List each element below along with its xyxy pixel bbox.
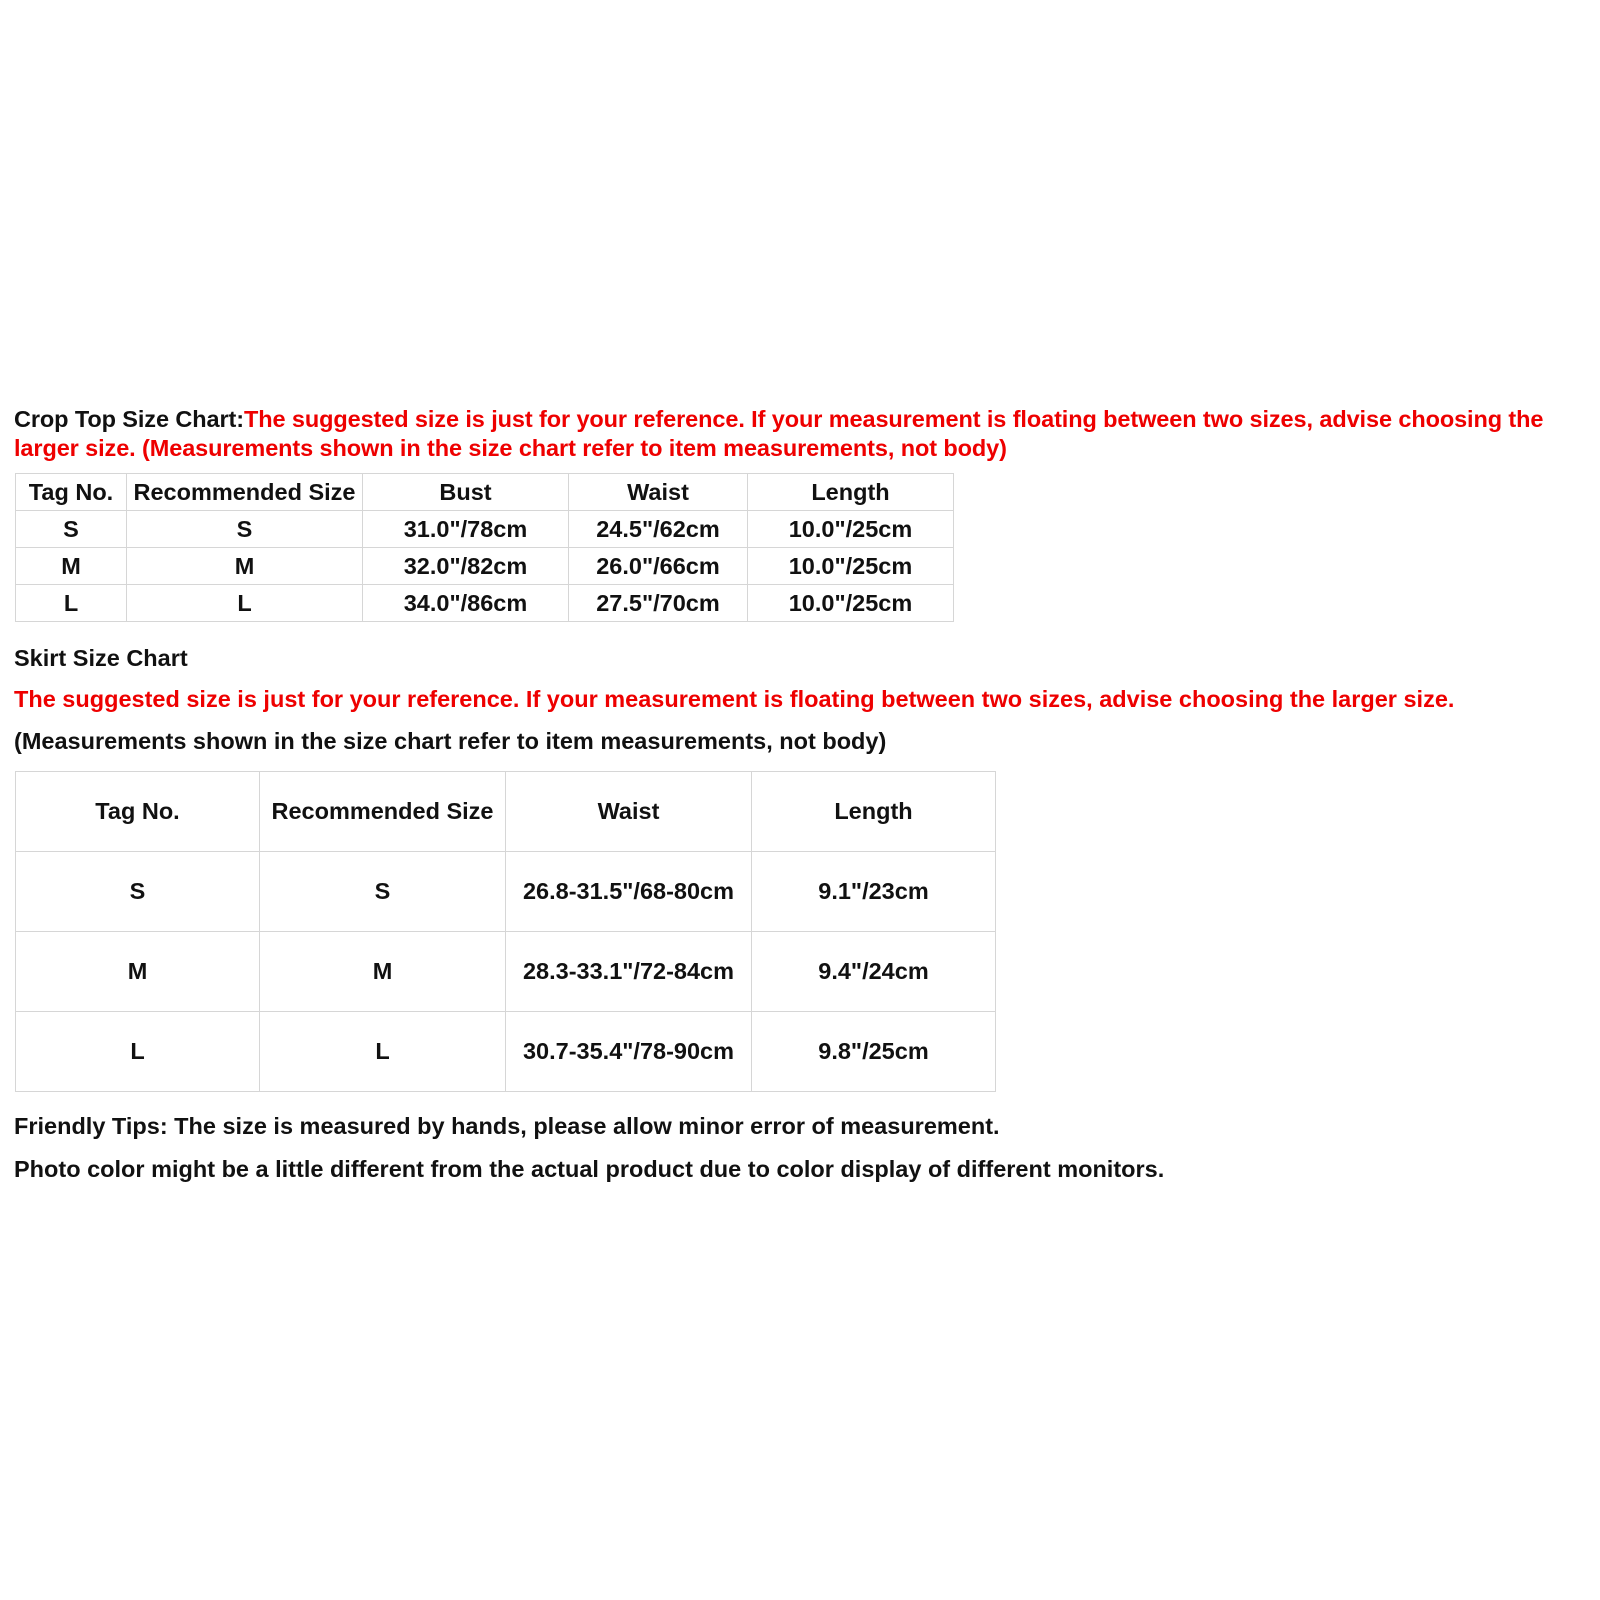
table-header-row — [16, 772, 996, 852]
table-cell: 10.0"/25cm — [748, 511, 954, 548]
table-cell: 26.0"/66cm — [569, 548, 748, 585]
header-cell: Waist — [506, 772, 752, 852]
table-row — [16, 852, 996, 932]
skirt-title: Skirt Size Chart — [14, 645, 188, 671]
table-cell: M — [260, 932, 506, 1012]
table-cell: L — [16, 1012, 260, 1092]
header-cell: Recommended Size — [127, 474, 363, 511]
color-disclaimer: Photo color might be a little different from the actual product due to color display of different monitors. — [14, 1156, 1165, 1182]
table-cell: 10.0"/25cm — [748, 548, 954, 585]
header-cell: Length — [752, 772, 996, 852]
table-cell: M — [16, 548, 127, 585]
table-cell: 27.5"/70cm — [569, 585, 748, 622]
table-cell: M — [127, 548, 363, 585]
table-cell: 31.0"/78cm — [363, 511, 569, 548]
table-cell: L — [127, 585, 363, 622]
table-cell: S — [16, 511, 127, 548]
skirt-note: The suggested size is just for your reference. If your measurement is floating between two sizes, advise choosing the larger size. — [14, 686, 1455, 712]
table-cell: L — [260, 1012, 506, 1092]
table-cell: 9.8"/25cm — [752, 1012, 996, 1092]
crop-top-size-table — [15, 473, 954, 622]
table-cell: M — [16, 932, 260, 1012]
header-cell: Recommended Size — [260, 772, 506, 852]
table-cell: L — [16, 585, 127, 622]
friendly-tip: Friendly Tips: The size is measured by hands, please allow minor error of measurement. — [14, 1113, 1000, 1139]
skirt-size-table — [15, 771, 996, 1092]
table-cell: 24.5"/62cm — [569, 511, 748, 548]
table-row — [16, 511, 954, 548]
table-row — [16, 1012, 996, 1092]
table-row — [16, 548, 954, 585]
table-cell: 34.0"/86cm — [363, 585, 569, 622]
header-cell: Tag No. — [16, 772, 260, 852]
table-cell: 28.3-33.1"/72-84cm — [506, 932, 752, 1012]
table-row — [16, 585, 954, 622]
crop-top-note: The suggested size is just for your reference. If your measurement is floating between two sizes, advise choosing the larger size. (Measurements shown in the size chart refer to item measurements, not body) — [14, 406, 1544, 461]
table-cell: 26.8-31.5"/68-80cm — [506, 852, 752, 932]
header-cell: Tag No. — [16, 474, 127, 511]
table-cell: S — [260, 852, 506, 932]
header-cell: Bust — [363, 474, 569, 511]
header-cell: Waist — [569, 474, 748, 511]
table-cell: 30.7-35.4"/78-90cm — [506, 1012, 752, 1092]
table-cell: 9.1"/23cm — [752, 852, 996, 932]
crop-top-title: Crop Top Size Chart: — [14, 406, 244, 432]
table-row — [16, 932, 996, 1012]
table-cell: 10.0"/25cm — [748, 585, 954, 622]
skirt-measurement-note: (Measurements shown in the size chart refer to item measurements, not body) — [14, 728, 887, 754]
crop-top-heading — [14, 405, 1594, 463]
table-header-row — [16, 474, 954, 511]
table-cell: S — [127, 511, 363, 548]
header-cell: Length — [748, 474, 954, 511]
table-cell: 9.4"/24cm — [752, 932, 996, 1012]
table-cell: 32.0"/82cm — [363, 548, 569, 585]
table-cell: S — [16, 852, 260, 932]
